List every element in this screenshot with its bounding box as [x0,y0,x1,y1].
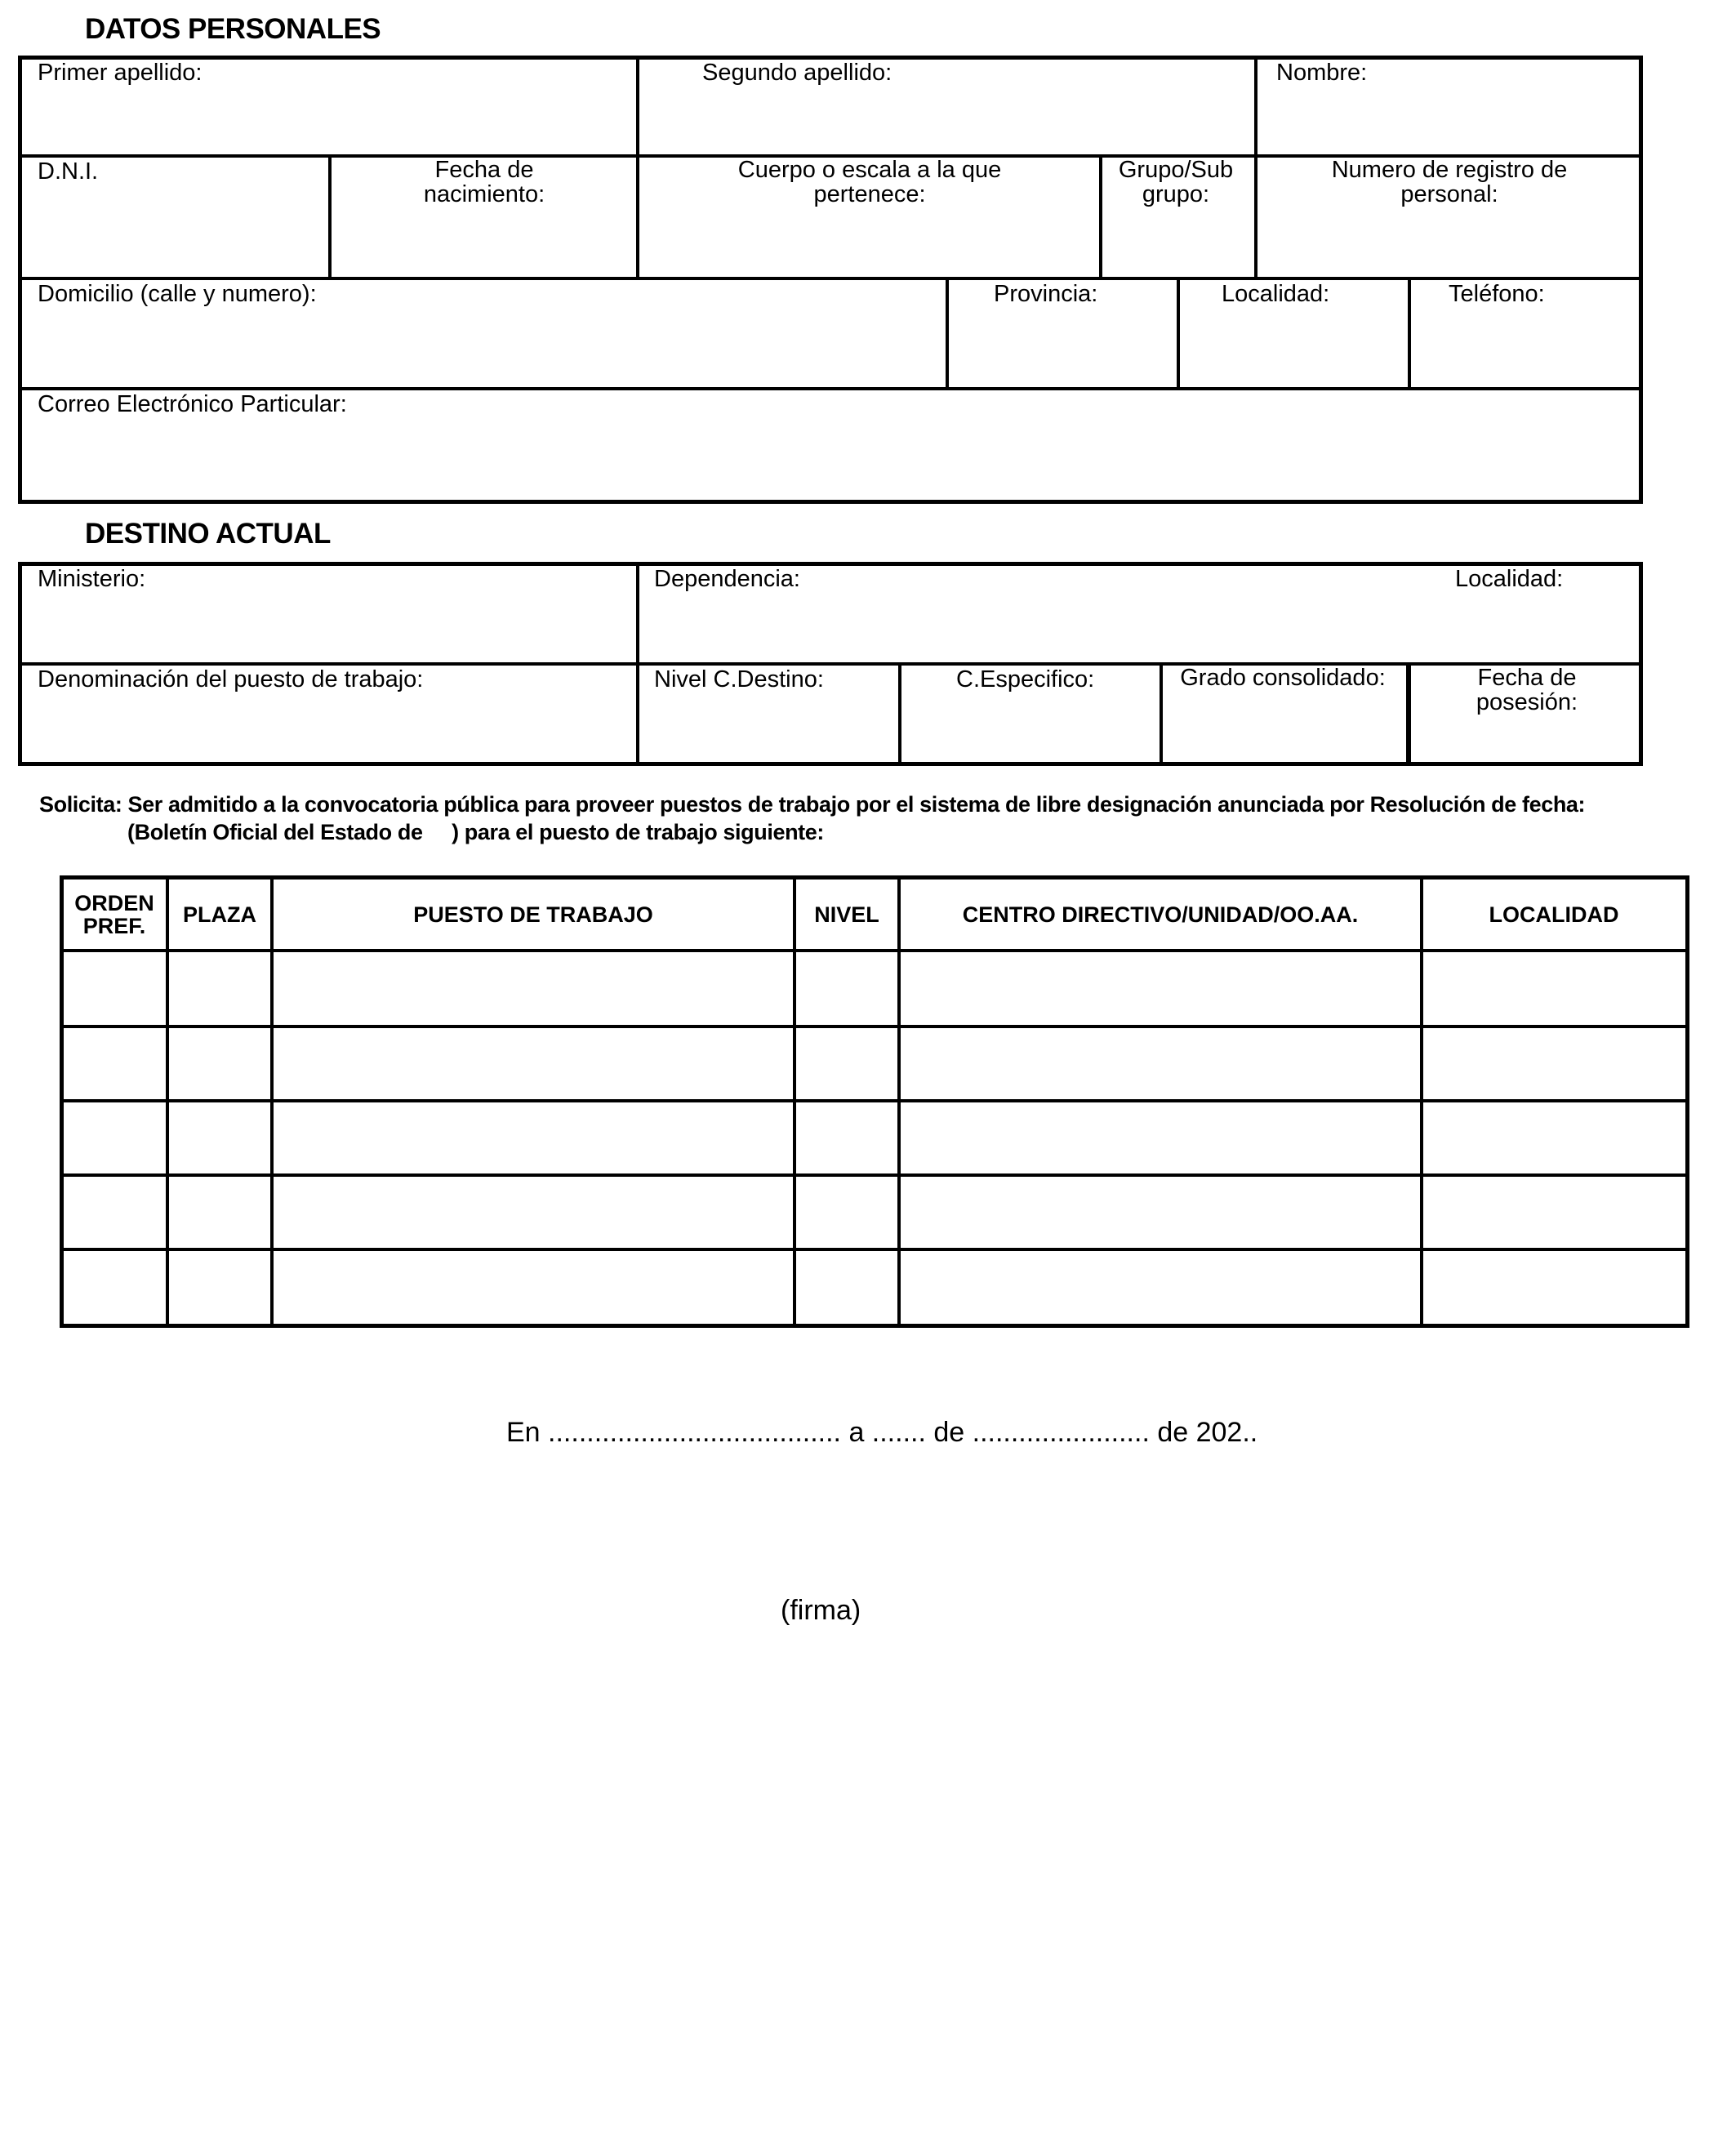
solicita-text-line1: Solicita: Ser admitido a la convocatoria pública para proveer puestos de trabajo por el sistema de libre designación anunciada por Resolución de fecha: [39,792,1586,817]
provincia-field[interactable]: Provincia: [994,281,1098,307]
column-header-orden: ORDEN PREF. [74,891,154,938]
divider [1160,662,1163,766]
column-header-centro: CENTRO DIRECTIVO/UNIDAD/OO.AA. [962,902,1359,927]
nombre-field[interactable]: Nombre: [1276,60,1368,86]
column-header-localidad: LOCALIDAD [1489,902,1619,927]
table-row[interactable] [64,953,1685,1025]
dni-field[interactable]: D.N.I. [38,158,99,185]
section-title-destino: DESTINO ACTUAL [85,518,331,550]
divider [18,277,1643,280]
table-row[interactable] [64,1028,1685,1099]
denominacion-puesto-field[interactable]: Denominación del puesto de trabajo: [38,666,424,693]
column-header-nivel: NIVEL [814,902,879,927]
divider [328,154,332,278]
domicilio-field[interactable]: Domicilio (calle y numero): [38,281,317,307]
divider [898,662,901,766]
section-title-personal: DATOS PERSONALES [85,13,381,45]
divider [18,662,1643,666]
date-place-line[interactable]: En ...................................... a ....... de ....................... de 202.. [506,1417,1258,1448]
grupo-subgrupo-field[interactable]: Grupo/Sub grupo: [1118,157,1234,207]
divider [1406,662,1411,766]
divider [1254,56,1257,278]
fecha-nacimiento-field[interactable]: Fecha de nacimiento: [423,157,545,207]
localidad-field[interactable]: Localidad: [1222,281,1330,307]
correo-field[interactable]: Correo Electrónico Particular: [38,391,347,417]
column-header-plaza: PLAZA [183,902,256,927]
divider [636,562,639,766]
cuerpo-escala-field[interactable]: Cuerpo o escala a la que pertenece: [737,157,1002,207]
table-row[interactable] [64,1251,1685,1323]
grado-consolidado-field[interactable]: Grado consolidado: [1180,665,1386,691]
divider [18,387,1643,390]
divider [636,56,639,278]
segundo-apellido-field[interactable]: Segundo apellido: [702,60,892,86]
dependencia-field[interactable]: Dependencia: [654,566,800,592]
destino-localidad-field[interactable]: Localidad: [1455,566,1564,592]
signature-label: (firma) [781,1595,861,1626]
ministerio-field[interactable]: Ministerio: [38,566,146,592]
complemento-especifico-field[interactable]: C.Especifico: [956,666,1095,693]
divider [1099,154,1102,278]
divider [1177,277,1180,389]
table-row[interactable] [64,1102,1685,1173]
divider [946,277,949,389]
solicita-text-line2: (Boletín Oficial del Estado de ) para el puesto de trabajo siguiente: [127,820,824,844]
table-row-divider [60,949,1689,952]
telefono-field[interactable]: Teléfono: [1449,281,1545,307]
primer-apellido-field[interactable]: Primer apellido: [38,60,203,86]
column-header-puesto: PUESTO DE TRABAJO [413,902,653,927]
nivel-destino-field[interactable]: Nivel C.Destino: [654,666,824,693]
fecha-posesion-field[interactable]: Fecha de posesión: [1476,665,1578,715]
registro-personal-field[interactable]: Numero de registro de personal: [1331,157,1568,207]
divider [1408,277,1411,389]
table-row[interactable] [64,1177,1685,1248]
